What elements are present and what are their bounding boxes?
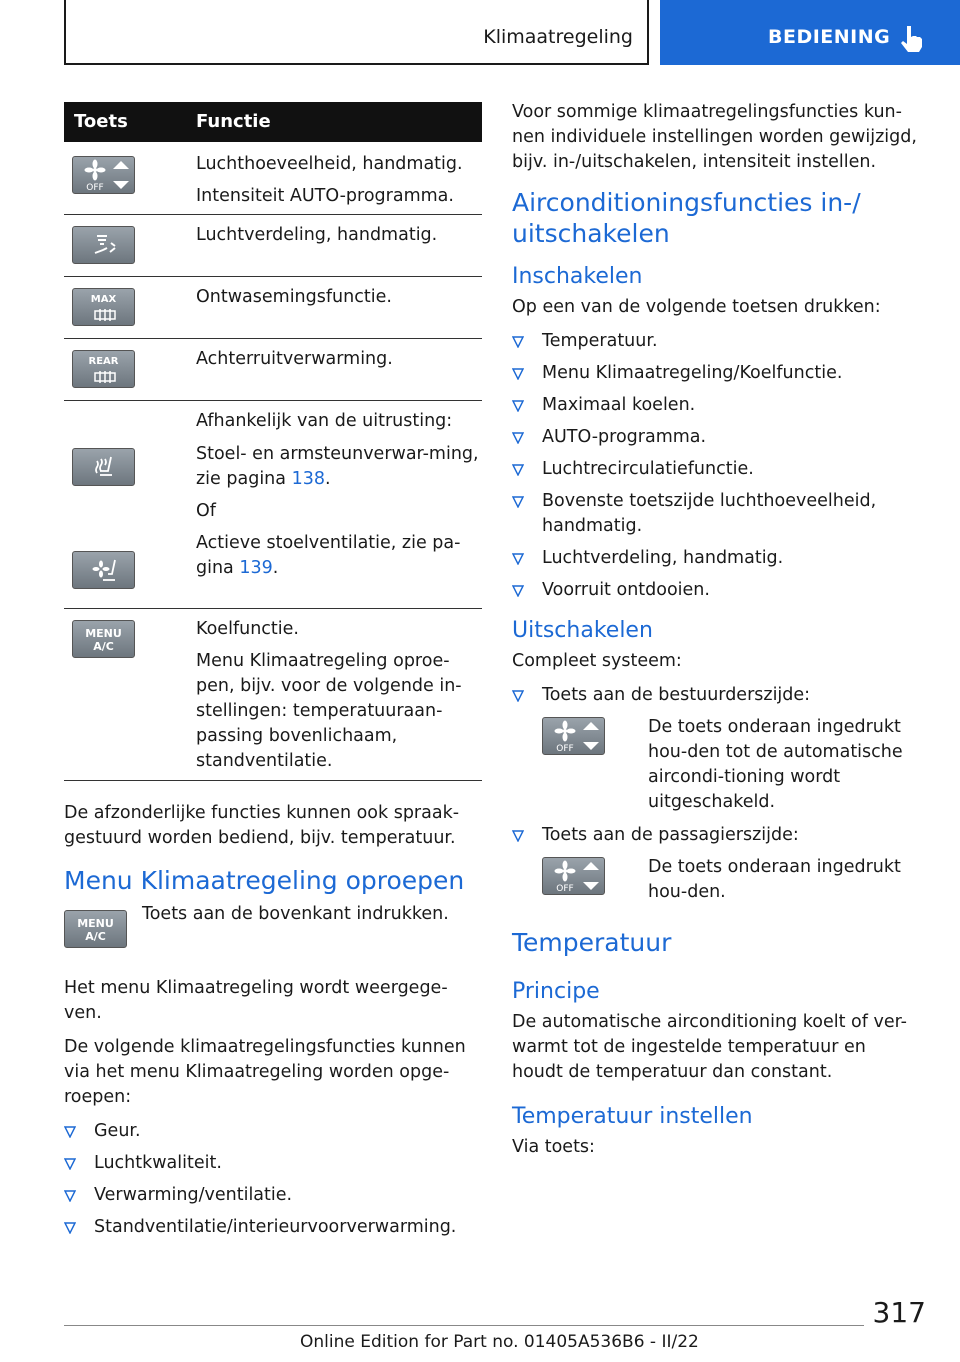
list-item: Verwarming/ventilatie. xyxy=(64,1183,482,1208)
table-row xyxy=(64,142,482,215)
bullet-triangle-icon xyxy=(64,1222,76,1234)
switch-off-text: Compleet systeem: xyxy=(512,651,682,671)
svg-text:OFF: OFF xyxy=(86,183,104,193)
list-item: Geur. xyxy=(64,1119,482,1144)
menu-key-label: MENU xyxy=(77,917,114,930)
bullet-triangle-icon xyxy=(64,1126,76,1138)
bullet-triangle-icon xyxy=(512,830,524,842)
svg-text:OFF: OFF xyxy=(556,884,574,894)
function-text: Koelfunctie. xyxy=(196,619,299,639)
header-box xyxy=(64,0,649,65)
table-header xyxy=(64,102,482,142)
heading-switch-off: Uitschakelen xyxy=(512,618,653,643)
switch-off-list xyxy=(512,683,922,708)
table-row xyxy=(64,609,482,781)
fan-off-key-icon xyxy=(542,717,605,755)
seat-ventilation-text: Actieve stoelventilatie, zie pa-gina xyxy=(196,533,461,578)
fan-off-key-icon xyxy=(542,857,605,895)
menu-ac-key-icon xyxy=(72,620,135,658)
list-item: Luchtverdeling, handmatig. xyxy=(512,546,922,571)
function-text: Luchtverdeling, handmatig. xyxy=(196,225,438,245)
function-text: Afhankelijk van de uitrusting: xyxy=(196,411,453,431)
heading-switch-on: Inschakelen xyxy=(512,264,643,289)
bullet-triangle-icon xyxy=(512,400,524,412)
function-text: Achterruitverwarming. xyxy=(196,349,393,369)
switch-on-text: Op een van de volgende toetsen drukken: xyxy=(512,297,881,317)
chapter-tab xyxy=(660,0,960,65)
intro-text: Voor sommige klimaatregelingsfuncties kun-nen individuele instellingen worden gewijzigd, bijv. in-/uitschakelen, intensiteit instellen. xyxy=(512,102,917,172)
bullet-triangle-icon xyxy=(512,368,524,380)
or-text: Of xyxy=(196,501,216,521)
seat-heating-key-icon xyxy=(72,448,135,486)
right-column xyxy=(512,100,922,1169)
page-link-138[interactable]: 138 xyxy=(291,469,325,489)
seat-ventilation-key-icon xyxy=(72,551,135,589)
bullet-triangle-icon xyxy=(512,585,524,597)
fan-off-key-icon xyxy=(72,156,135,194)
driver-key-block xyxy=(542,715,922,815)
switch-on-list xyxy=(512,329,922,603)
chapter-tab-label: BEDIENING xyxy=(768,26,891,48)
section-title: Klimaatregeling xyxy=(483,26,633,48)
heading-set-temperature: Temperatuur instellen xyxy=(512,1104,753,1129)
bullet-triangle-icon xyxy=(64,1190,76,1202)
list-item: Toets aan de bestuurderszijde: xyxy=(512,683,922,708)
functions-intro-text: De volgende klimaatregelingsfuncties kunnen via het menu Klimaatregeling worden opge-roepen: xyxy=(64,1037,466,1107)
footer-divider xyxy=(64,1325,864,1326)
heading-principle: Principe xyxy=(512,979,600,1004)
menu-key-text: Toets aan de bovenkant indrukken. xyxy=(142,904,449,924)
hand-pointer-icon xyxy=(898,24,924,54)
voice-control-text: De afzonderlijke functies kunnen ook spraak-gestuurd worden bediend, bijv. temperatuur. xyxy=(64,803,460,848)
list-item: Menu Klimaatregeling/Koelfunctie. xyxy=(512,361,922,386)
air-distribution-key-icon xyxy=(72,226,135,264)
left-column xyxy=(64,102,482,1247)
table-row xyxy=(64,339,482,401)
list-item: Standventilatie/interieurvoorverwarming. xyxy=(64,1215,482,1240)
bullet-triangle-icon xyxy=(512,553,524,565)
rear-key-label: REAR xyxy=(88,356,119,367)
passenger-key-block xyxy=(542,855,922,905)
function-text: Luchthoeveelheid, handmatig. xyxy=(196,154,463,174)
function-text: Menu Klimaatregeling oproe-pen, bijv. voor de volgende in-stellingen: temperatuuraan-passing bovenlichaam, standventilatie. xyxy=(196,651,462,771)
ac-key-label: A/C xyxy=(93,640,114,653)
bullet-triangle-icon xyxy=(64,1158,76,1170)
heading-ac-functions: Airconditioningsfuncties in-/ uitschakelen xyxy=(512,188,861,248)
list-item: Voorruit ontdooien. xyxy=(512,578,922,603)
list-item: AUTO-programma. xyxy=(512,425,922,450)
driver-key-text: De toets onderaan ingedrukt hou-den tot de automatische aircondi-tioning wordt uitgeschakeld. xyxy=(648,717,903,812)
list-item: Bovenste toetszijde luchthoeveelheid, handmatig. xyxy=(512,489,922,539)
bullet-triangle-icon xyxy=(512,690,524,702)
passenger-key-text: De toets onderaan ingedrukt hou-den. xyxy=(648,857,901,902)
list-item: Toets aan de passagierszijde: xyxy=(512,823,922,848)
bullet-triangle-icon xyxy=(512,464,524,476)
menu-shown-text: Het menu Klimaatregeling wordt weergege-ven. xyxy=(64,978,448,1023)
rear-defrost-key-icon xyxy=(72,350,135,388)
table-row: Afhankelijk van de uitrusting: Stoel- en armsteunverwar-ming, zie pagina 138. Of Actieve stoelventilatie, zie pa-gina 139. xyxy=(64,401,482,609)
ac-key-label: A/C xyxy=(85,930,106,943)
list-item: Maximaal koelen. xyxy=(512,393,922,418)
bullet-triangle-icon xyxy=(512,496,524,508)
max-key-label: MAX xyxy=(90,294,117,305)
function-text: Ontwasemingsfunctie. xyxy=(196,287,392,307)
list-item: Temperatuur. xyxy=(512,329,922,354)
menu-key-label: MENU xyxy=(85,627,122,640)
bullet-triangle-icon xyxy=(512,432,524,444)
switch-off-list-2 xyxy=(512,823,922,848)
menu-ac-key-icon xyxy=(64,910,127,948)
bullet-triangle-icon xyxy=(512,336,524,348)
function-text: Intensiteit AUTO-programma. xyxy=(196,186,454,206)
set-temperature-text: Via toets: xyxy=(512,1137,595,1157)
menu-function-list xyxy=(64,1119,482,1240)
principle-text: De automatische airconditioning koelt of ver-warmt tot de ingestelde temperatuur en houdt de temperatuur dan constant. xyxy=(512,1012,907,1082)
column-header-key: Toets xyxy=(74,111,128,132)
list-item: Luchtkwaliteit. xyxy=(64,1151,482,1176)
column-header-function: Functie xyxy=(196,111,271,132)
edition-text: Online Edition for Part no. 01405A536B6 - II/22 xyxy=(300,1332,699,1352)
max-defrost-key-icon xyxy=(72,288,135,326)
table-row xyxy=(64,277,482,339)
list-item: Luchtrecirculatiefunctie. xyxy=(512,457,922,482)
heading-menu: Menu Klimaatregeling oproepen xyxy=(64,866,465,895)
table-row xyxy=(64,215,482,277)
page-number: 317 xyxy=(872,1296,926,1329)
page-link-139[interactable]: 139 xyxy=(239,558,273,578)
svg-text:OFF: OFF xyxy=(556,744,574,754)
heading-temperature: Temperatuur xyxy=(512,928,672,957)
seat-heating-text: Stoel- en armsteunverwar-ming, zie pagina xyxy=(196,444,479,489)
